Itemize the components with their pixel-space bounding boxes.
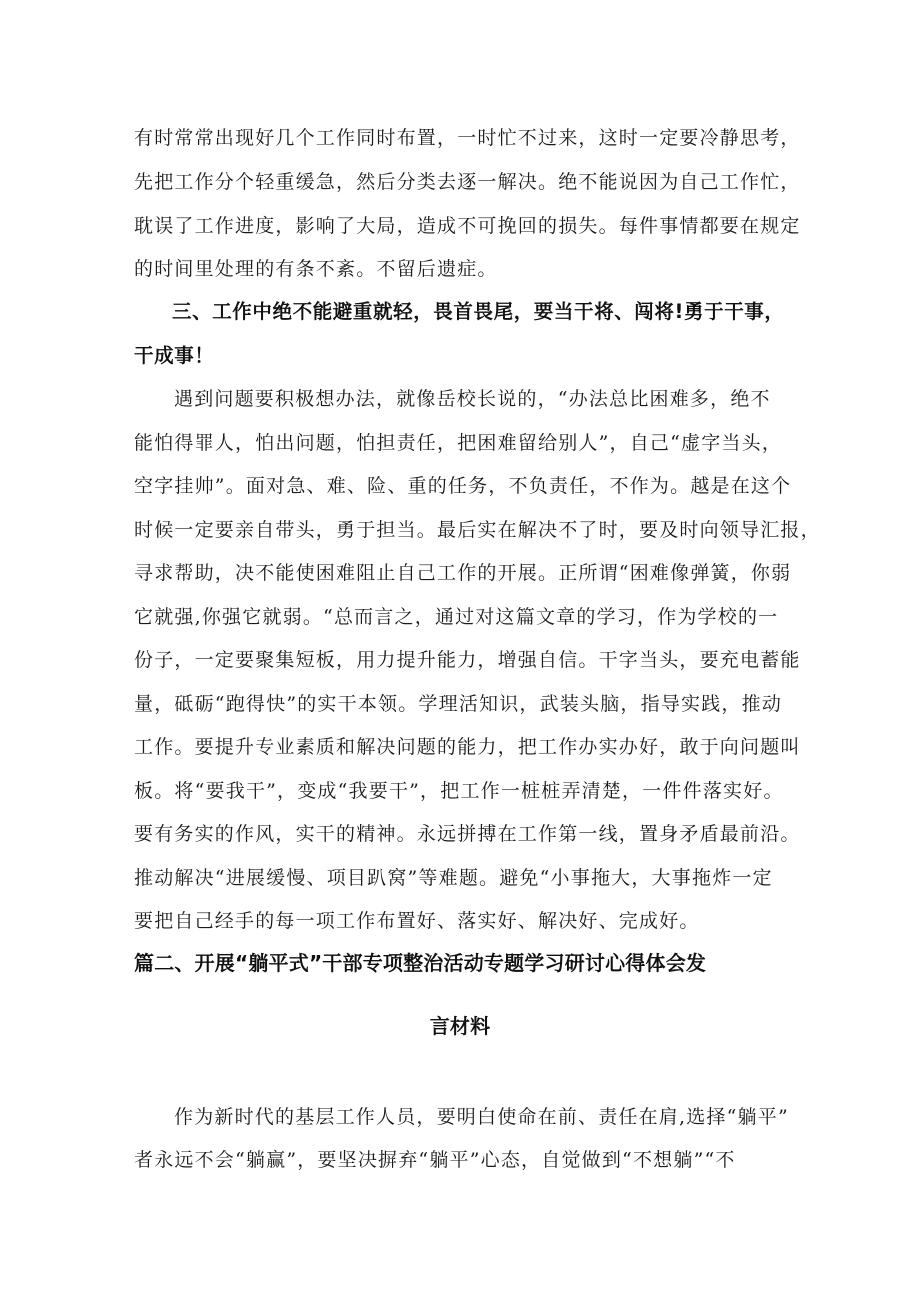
body-line: 寻求帮助，决不能使困难阻止自己工作的开展。正所谓“困难像弹簧，你弱 bbox=[134, 562, 792, 584]
body-line: 它就强,你强它就弱。“总而言之，通过对这篇文章的学习，作为学校的一 bbox=[134, 606, 779, 628]
body-line: 要有务实的作风，实干的精神。永远拼搏在工作第一线，置身矛盾最前沿。 bbox=[134, 823, 801, 845]
section-heading: 三、工作中绝不能避重就轻，畏首畏尾，要当干将、闯将!勇于干事， bbox=[172, 300, 785, 323]
paragraph-first-line: 作为新时代的基层工作人员，要明白使命在前、责任在肩,选择“躺平” bbox=[174, 1106, 789, 1128]
body-line: 量，砥砺“跑得快”的实干本领。学理活知识，武装头脑，指导实践，推动 bbox=[134, 693, 783, 715]
body-line: 推动解决“进展缓慢、项目趴窝”等难题。避免“小事拖大，大事拖炸一定 bbox=[134, 867, 773, 889]
section-heading-continued: 干成事！ bbox=[134, 344, 215, 367]
body-line: 要把自己经手的每一项工作布置好、落实好、解决好、完成好。 bbox=[134, 910, 700, 932]
body-line: 耽误了工作进度，影响了大局，造成不可挽回的损失。每件事情都要在规定 bbox=[134, 215, 801, 237]
body-line: 份子，一定要聚集短板，用力提升能力，增强自信。干字当头，要充电蓄能 bbox=[134, 649, 801, 671]
article-title-continued: 言材料 bbox=[429, 1014, 491, 1038]
body-line: 者永远不会“躺赢”，要坚决摒弃“躺平”心态，自觉做到“不想躺”“不 bbox=[134, 1149, 736, 1171]
body-line: 有时常常出现好几个工作同时布置，一时忙不过来，这时一定要冷静思考， bbox=[134, 127, 801, 149]
body-line: 先把工作分个轻重缓急，然后分类去逐一解决。绝不能说因为自己工作忙， bbox=[134, 171, 801, 193]
body-line: 工作。要提升专业素质和解决问题的能力，把工作办实办好，敢于向问题叫 bbox=[134, 736, 801, 758]
body-line: 能怕得罪人，怕出问题，怕担责任，把困难留给别人”，自己“虚字当头， bbox=[134, 432, 783, 454]
body-line: 板。将“要我干”，变成“我要干”，把工作一桩桩弄清楚，一件件落实好。 bbox=[134, 780, 784, 802]
body-line: 空字挂帅”。面对急、难、险、重的任务，不负责任，不作为。越是在这个 bbox=[134, 475, 792, 497]
article-title: 篇二、开展“躺平式”干部专项整治活动专题学习研讨心得体会发 bbox=[134, 951, 707, 975]
paragraph-first-line: 遇到问题要积极想办法，就像岳校长说的，“办法总比困难多，绝不 bbox=[174, 388, 771, 410]
body-line: 时候一定要亲自带头，勇于担当。最后实在解决不了时，要及时向领导汇报， bbox=[134, 519, 821, 541]
body-line: 的时间里处理的有条不紊。不留后遗症。 bbox=[134, 258, 498, 280]
